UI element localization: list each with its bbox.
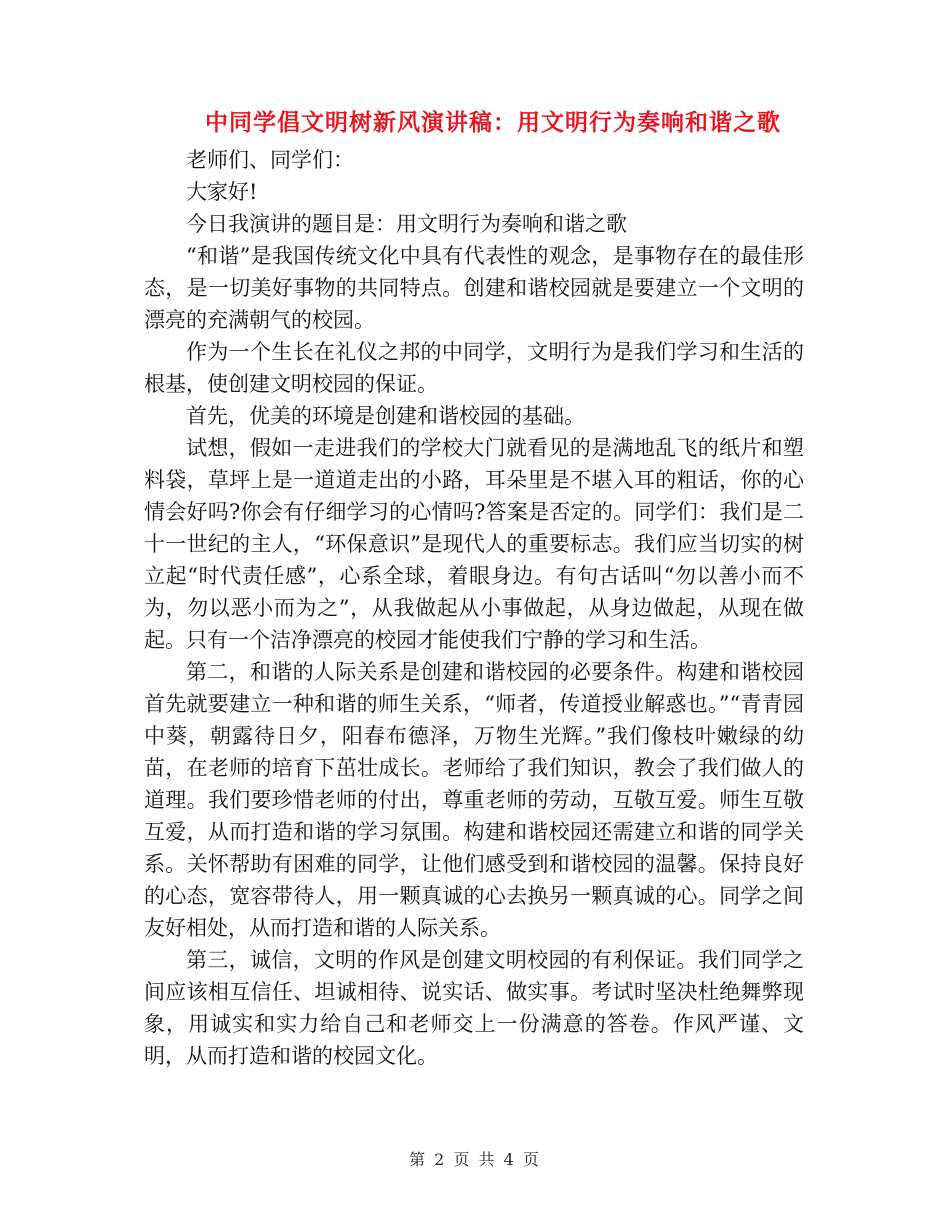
- paragraph-second-point: 第二，和谐的人际关系是创建和谐校园的必要条件。构建和谐校园首先就要建立一种和谐的师生关系，“师者，传道授业解惑也。”“青青园中葵，朝露待日夕，阳春布德泽，万物生光辉。”我们像枝叶嫩绿的幼苗，在老师的培育下茁壮成长。老师给了我们知识，教会了我们做人的道理。我们要珍惜老师的付出，尊重老师的劳动，互敬互爱。师生互敬互爱，从而打造和谐的学习氛围。构建和谐校园还需建立和谐的同学关系。关怀帮助有困难的同学，让他们感受到和谐校园的温馨。保持良好的心态，宽容带待人，用一颗真诚的心去换另一颗真诚的心。同学之间友好相处，从而打造和谐的人际关系。: [144, 660, 804, 940]
- document-title: 中同学倡文明树新风演讲稿：用文明行为奏响和谐之歌: [205, 109, 781, 136]
- paragraph-third-point: 第三，诚信，文明的作风是创建文明校园的有利保证。我们同学之间应该相互信任、坦诚相待、说实话、做实事。考试时坚决杜绝舞弊现象，用诚实和实力给自己和老师交上一份满意的答卷。作风严谨、文明，从而打造和谐的校园文化。: [144, 948, 804, 1068]
- document-body: [144, 144, 804, 1072]
- paragraph-greeting-teachers: 老师们、同学们：: [186, 148, 354, 172]
- page-number-footer: 第 2 页 共 4 页: [409, 1150, 541, 1169]
- paragraph-first-point: 首先，优美的环境是创建和谐校园的基础。: [186, 404, 585, 428]
- paragraph-environment: 试想，假如一走进我们的学校大门就看见的是满地乱飞的纸片和塑料袋，草坪上是一道道走出的小路，耳朵里是不堪入耳的粗话，你的心情会好吗?你会有仔细学习的心情吗?答案是否定的。同学们：我们是二十一世纪的主人，“环保意识”是现代人的重要标志。我们应当切实的树立起“时代责任感”，心系全球，着眼身边。有句古话叫“勿以善小而不为，勿以恶小而为之”，从我做起从小事做起，从身边做起，从现在做起。只有一个洁净漂亮的校园才能使我们宁静的学习和生活。: [144, 436, 804, 652]
- paragraph-harmony-intro: “和谐”是我国传统文化中具有代表性的观念，是事物存在的最佳形态，是一切美好事物的共同特点。创建和谐校园就是要建立一个文明的漂亮的充满朝气的校园。: [144, 244, 804, 332]
- paragraph-greeting-all: 大家好!: [186, 180, 258, 204]
- paragraph-topic: 今日我演讲的题目是：用文明行为奏响和谐之歌: [186, 212, 627, 236]
- paragraph-civilized-behavior: 作为一个生长在礼仪之邦的中同学，文明行为是我们学习和生活的根基，使创建文明校园的保证。: [144, 340, 804, 396]
